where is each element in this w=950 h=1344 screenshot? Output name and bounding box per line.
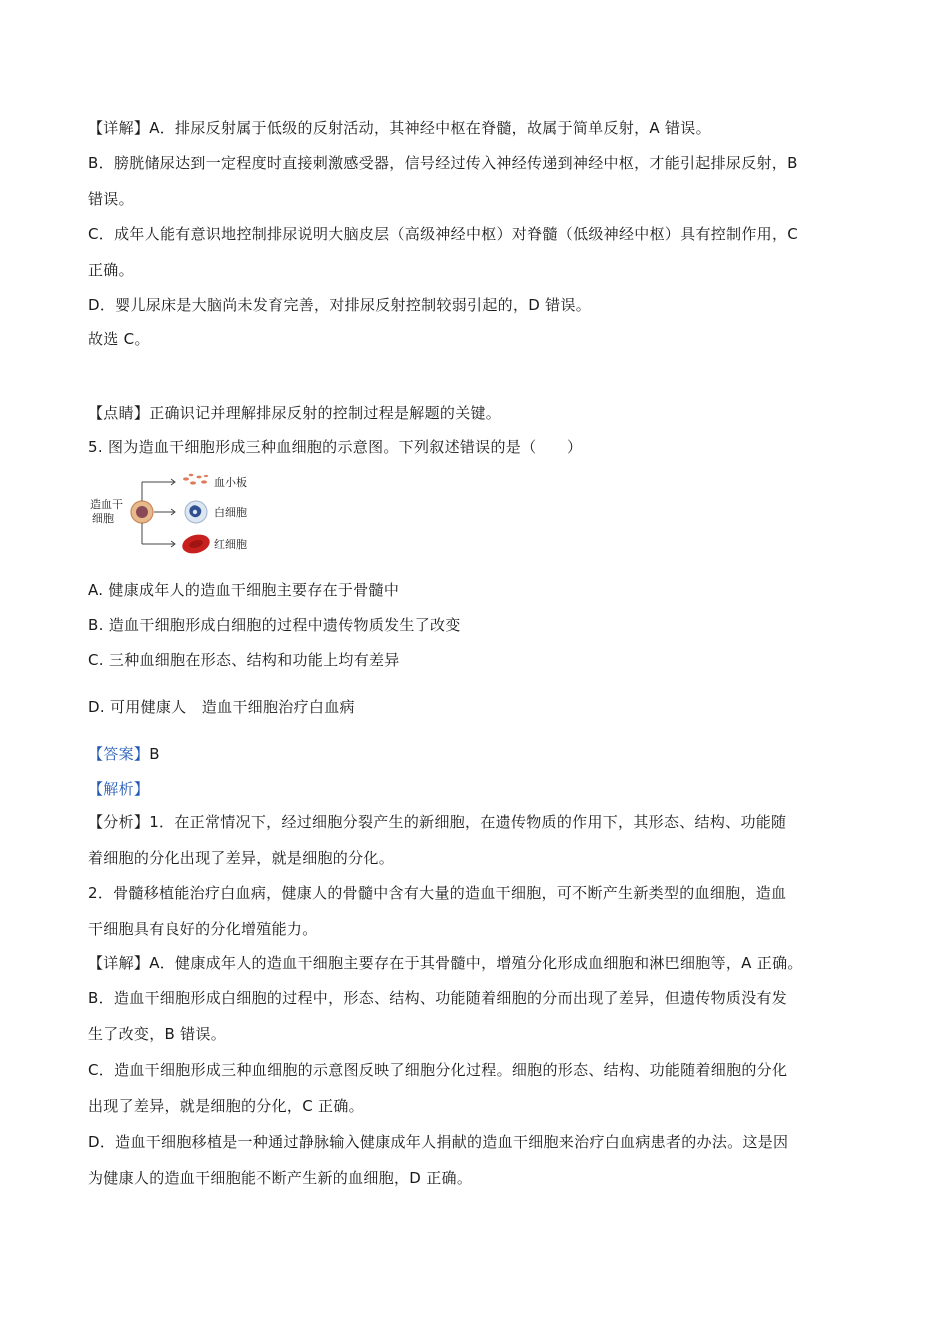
stem-cell-icon [131,501,153,523]
figure-source-label-1: 造血干 [90,498,123,511]
detail-prev-line-3: 错误。 [88,190,134,208]
detail-line-6: D．造血干细胞移植是一种通过静脉输入健康成年人捐献的造血干细胞来治疗白血病患者的办法。这是因 [88,1133,789,1151]
platelet-icon [183,474,208,485]
detail-prev-line-6: D．婴儿尿床是大脑尚未发育完善，对排尿反射控制较弱引起的，D 错误。 [88,296,592,314]
analysis-line-2: 着细胞的分化出现了差异，就是细胞的分化。 [88,849,395,867]
detail-line-1: 【详解】A．健康成年人的造血干细胞主要存在于其骨髓中，增殖分化形成血细胞和淋巴细胞等，A 正确。 [88,954,803,972]
option-a: A. 健康成年人的造血干细胞主要存在于骨髓中 [88,581,400,599]
option-b: B. 造血干细胞形成白细胞的过程中遗传物质发生了改变 [88,616,461,634]
red-blood-cell-icon [180,532,212,557]
platelet-label: 血小板 [214,476,247,489]
answer-value: B [149,745,160,763]
answer-line [88,744,160,764]
option-d: D. 可用健康人 造血干细胞治疗白血病 [88,698,355,716]
analysis-label: 【解析】 [88,780,150,798]
detail-prev-line-5: 正确。 [88,261,134,279]
analysis-line-1: 【分析】1．在正常情况下，经过细胞分裂产生的新细胞，在遗传物质的作用下，其形态、结构、功能随 [88,813,787,831]
analysis-line-3: 2．骨髓移植能治疗白血病，健康人的骨髓中含有大量的造血干细胞，可不断产生新类型的血细胞，造血 [88,884,787,902]
detail-line-3: 生了改变，B 错误。 [88,1025,227,1043]
answer-label: 【答案】 [88,745,150,763]
question-stem: 5. 图为造血干细胞形成三种血细胞的示意图。下列叙述错误的是（ ） [88,438,583,456]
comment-line: 【点睛】正确识记并理解排尿反射的控制过程是解题的关键。 [88,404,502,422]
analysis-line-4: 干细胞具有良好的分化增殖能力。 [88,920,318,938]
rbc-label: 红细胞 [214,538,247,551]
blood-cell-diagram [88,466,268,558]
detail-line-7: 为健康人的造血干细胞能不断产生新的血细胞，D 正确。 [88,1169,473,1187]
detail-line-5: 出现了差异，就是细胞的分化，C 正确。 [88,1097,364,1115]
detail-prev-line-4: C．成年人能有意识地控制排尿说明大脑皮层（高级神经中枢）对脊髓（低级神经中枢）具有控制作用，C [88,225,799,243]
detail-line-2: B．造血干细胞形成白细胞的过程中，形态、结构、功能随着细胞的分而出现了差异，但遗传物质没有发 [88,989,788,1007]
figure-source-label-2: 细胞 [92,512,114,525]
detail-line-4: C．造血干细胞形成三种血细胞的示意图反映了细胞分化过程。细胞的形态、结构、功能随着细胞的分化 [88,1061,788,1079]
wbc-label: 白细胞 [214,506,247,519]
detail-prev-line-2: B．膀胱储尿达到一定程度时直接刺激感受器，信号经过传入神经传递到神经中枢，才能引起排尿反射，B [88,154,798,172]
detail-prev-line-1: 【详解】A．排尿反射属于低级的反射活动，其神经中枢在脊髓，故属于简单反射，A 错误。 [88,119,711,137]
conclusion-line: 故选 C。 [88,330,150,348]
white-blood-cell-icon [185,501,207,523]
option-c: C. 三种血细胞在形态、结构和功能上均有差异 [88,651,400,669]
